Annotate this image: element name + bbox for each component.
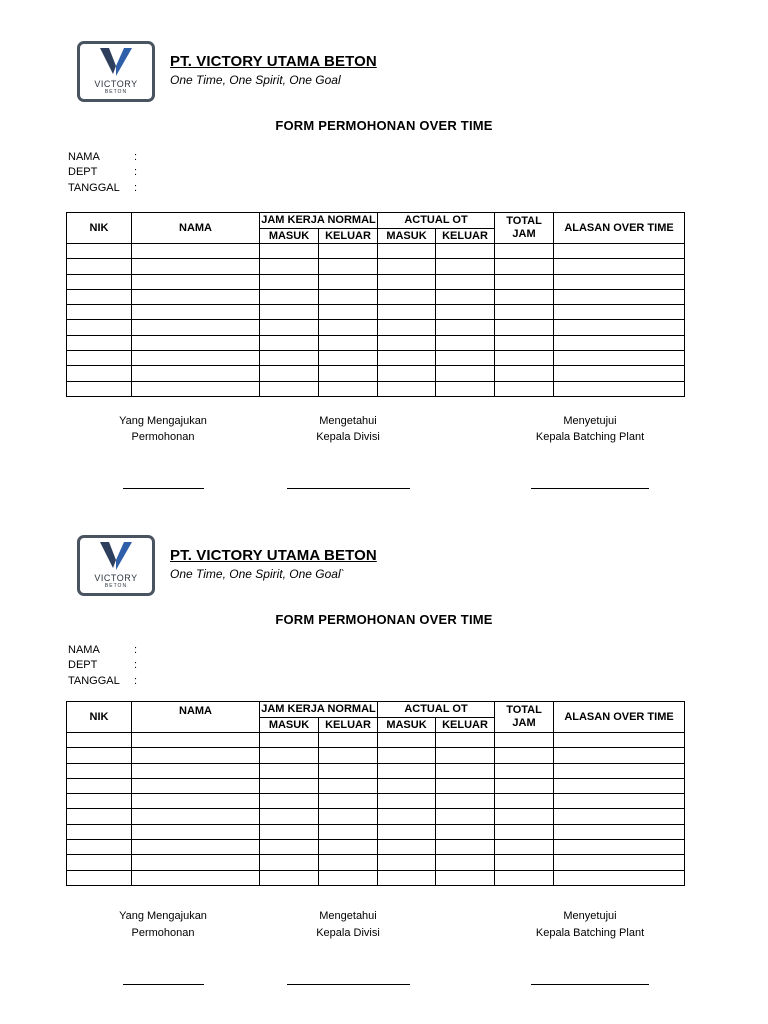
table-cell[interactable] — [132, 366, 260, 381]
table-cell[interactable] — [260, 289, 319, 304]
table-cell[interactable] — [436, 289, 495, 304]
table-cell[interactable] — [67, 305, 132, 320]
table-cell[interactable] — [436, 794, 495, 809]
col-header-nama: NAMA — [132, 702, 260, 733]
table-cell[interactable] — [495, 351, 554, 366]
table-cell[interactable] — [67, 274, 132, 289]
table-cell[interactable] — [554, 733, 685, 748]
field-colon: : — [134, 675, 138, 687]
table-cell[interactable] — [495, 289, 554, 304]
table-cell[interactable] — [67, 335, 132, 350]
table-cell[interactable] — [495, 305, 554, 320]
table-cell[interactable] — [554, 244, 685, 259]
table-cell[interactable] — [67, 244, 132, 259]
table-cell[interactable] — [132, 840, 260, 855]
table-cell[interactable] — [554, 748, 685, 763]
overtime-form-2 — [0, 494, 768, 994]
signature-role-approve: Kepala Batching Plant — [535, 431, 645, 443]
table-cell[interactable] — [554, 809, 685, 824]
table-cell[interactable] — [436, 320, 495, 335]
table-body — [67, 244, 685, 397]
field-colon: : — [134, 659, 138, 671]
table-cell[interactable] — [132, 259, 260, 274]
table-cell[interactable] — [319, 259, 378, 274]
signature-role-acknowledge: Kepala Divisi — [316, 927, 380, 939]
table-row — [67, 824, 685, 839]
table-cell[interactable] — [132, 809, 260, 824]
table-cell[interactable] — [260, 809, 319, 824]
col-header-masuk: MASUK — [378, 718, 436, 733]
table-cell[interactable] — [132, 748, 260, 763]
field-colon: : — [134, 151, 138, 163]
table-cell[interactable] — [67, 870, 132, 885]
table-cell[interactable] — [319, 381, 378, 396]
table-row — [67, 244, 685, 259]
table-cell[interactable] — [260, 381, 319, 396]
field-label-dept: DEPT — [68, 659, 98, 671]
table-cell[interactable] — [495, 870, 554, 885]
table-cell[interactable] — [378, 335, 436, 350]
table-cell[interactable] — [436, 748, 495, 763]
table-cell[interactable] — [319, 809, 378, 824]
table-cell[interactable] — [436, 274, 495, 289]
col-header-actual-ot: ACTUAL OT — [378, 702, 495, 718]
signature-label-applicant: Yang Mengajukan — [119, 910, 207, 922]
table-cell[interactable] — [554, 351, 685, 366]
table-row — [67, 320, 685, 335]
company-logo — [77, 535, 155, 596]
field-colon: : — [134, 644, 138, 656]
col-header-masuk: MASUK — [260, 718, 319, 733]
table-cell[interactable] — [554, 870, 685, 885]
table-cell[interactable] — [495, 748, 554, 763]
table-cell[interactable] — [554, 778, 685, 793]
signature-label-approve: Menyetujui — [563, 910, 617, 922]
table-cell[interactable] — [436, 733, 495, 748]
table-cell[interactable] — [260, 320, 319, 335]
logo-word-victory: VICTORY — [94, 573, 138, 583]
col-header-keluar: KELUAR — [319, 718, 378, 733]
table-cell[interactable] — [67, 381, 132, 396]
table-cell[interactable] — [260, 840, 319, 855]
table-cell[interactable] — [132, 289, 260, 304]
form-title: FORM PERMOHONAN OVER TIME — [275, 118, 493, 133]
table-cell[interactable] — [436, 763, 495, 778]
table-body — [67, 733, 685, 886]
table-cell[interactable] — [378, 778, 436, 793]
table-cell[interactable] — [378, 305, 436, 320]
col-header-masuk: MASUK — [378, 229, 436, 244]
field-label-dept: DEPT — [68, 166, 98, 178]
signature-line-approve[interactable] — [531, 984, 649, 985]
col-header-total-jam: TOTAL JAM — [495, 702, 554, 733]
table-cell[interactable] — [132, 824, 260, 839]
table-cell[interactable] — [260, 870, 319, 885]
table-cell[interactable] — [319, 320, 378, 335]
table-row — [67, 351, 685, 366]
table-cell[interactable] — [436, 351, 495, 366]
table-row — [67, 809, 685, 824]
table-cell[interactable] — [554, 794, 685, 809]
col-header-nama: NAMA — [132, 213, 260, 244]
table-cell[interactable] — [67, 794, 132, 809]
company-tagline: One Time, One Spirit, One Goal` — [170, 567, 345, 581]
signature-line-acknowledge[interactable] — [287, 984, 410, 985]
signature-label-acknowledge: Mengetahui — [319, 415, 377, 427]
signature-label-applicant: Yang Mengajukan — [119, 415, 207, 427]
signature-line-approve[interactable] — [531, 488, 649, 489]
company-tagline: One Time, One Spirit, One Goal — [170, 73, 341, 87]
table-cell[interactable] — [378, 794, 436, 809]
table-row — [67, 778, 685, 793]
table-cell[interactable] — [554, 305, 685, 320]
table-cell[interactable] — [319, 305, 378, 320]
table-cell[interactable] — [260, 351, 319, 366]
table-cell[interactable] — [554, 381, 685, 396]
table-cell[interactable] — [67, 259, 132, 274]
logo-word-victory: VICTORY — [94, 79, 138, 89]
col-header-nik: NIK — [67, 213, 132, 244]
table-cell[interactable] — [132, 244, 260, 259]
table-cell[interactable] — [554, 289, 685, 304]
table-cell[interactable] — [260, 274, 319, 289]
table-cell[interactable] — [67, 289, 132, 304]
field-colon: : — [134, 182, 138, 194]
signature-role-applicant: Permohonan — [131, 431, 195, 443]
table-cell[interactable] — [319, 351, 378, 366]
table-cell[interactable] — [495, 763, 554, 778]
table-cell[interactable] — [132, 274, 260, 289]
table-cell[interactable] — [67, 748, 132, 763]
table-cell[interactable] — [436, 870, 495, 885]
table-row — [67, 305, 685, 320]
table-cell[interactable] — [495, 809, 554, 824]
table-cell[interactable] — [132, 351, 260, 366]
signature-line-applicant[interactable] — [123, 984, 204, 985]
table-cell[interactable] — [319, 733, 378, 748]
table-cell[interactable] — [378, 366, 436, 381]
table-cell[interactable] — [319, 244, 378, 259]
table-cell[interactable] — [495, 335, 554, 350]
table-cell[interactable] — [495, 840, 554, 855]
table-cell[interactable] — [378, 824, 436, 839]
field-label-tanggal: TANGGAL — [68, 675, 120, 687]
table-cell[interactable] — [495, 274, 554, 289]
field-label-nama: NAMA — [68, 644, 100, 656]
table-cell[interactable] — [554, 824, 685, 839]
table-cell[interactable] — [495, 259, 554, 274]
table-cell[interactable] — [260, 824, 319, 839]
table-cell[interactable] — [495, 733, 554, 748]
table-cell[interactable] — [378, 244, 436, 259]
table-row — [67, 840, 685, 855]
signature-label-acknowledge: Mengetahui — [319, 910, 377, 922]
signature-line-acknowledge[interactable] — [287, 488, 410, 489]
table-row — [67, 259, 685, 274]
table-cell[interactable] — [260, 794, 319, 809]
table-cell[interactable] — [378, 259, 436, 274]
col-header-jam-kerja-normal: JAM KERJA NORMAL — [260, 213, 378, 229]
table-cell[interactable] — [554, 855, 685, 870]
col-header-keluar: KELUAR — [319, 229, 378, 244]
field-colon: : — [134, 166, 138, 178]
table-cell[interactable] — [319, 824, 378, 839]
table-cell[interactable] — [378, 381, 436, 396]
table-cell[interactable] — [67, 809, 132, 824]
table-row — [67, 274, 685, 289]
table-cell[interactable] — [554, 763, 685, 778]
logo-word-beton: BETON — [104, 89, 128, 95]
table-cell[interactable] — [319, 870, 378, 885]
table-cell[interactable] — [319, 855, 378, 870]
table-cell[interactable] — [378, 855, 436, 870]
table-cell[interactable] — [67, 840, 132, 855]
table-cell[interactable] — [378, 733, 436, 748]
table-cell[interactable] — [67, 763, 132, 778]
table-cell[interactable] — [319, 748, 378, 763]
col-header-masuk: MASUK — [260, 229, 319, 244]
table-cell[interactable] — [378, 320, 436, 335]
table-cell[interactable] — [260, 259, 319, 274]
table-cell[interactable] — [378, 274, 436, 289]
company-logo — [77, 41, 155, 102]
signature-role-acknowledge: Kepala Divisi — [316, 431, 380, 443]
table-row — [67, 855, 685, 870]
table-cell[interactable] — [495, 824, 554, 839]
table-cell[interactable] — [67, 855, 132, 870]
overtime-table — [66, 212, 685, 397]
form-title: FORM PERMOHONAN OVER TIME — [275, 612, 493, 627]
table-cell[interactable] — [378, 289, 436, 304]
company-name: PT. VICTORY UTAMA BETON — [170, 547, 377, 564]
table-cell[interactable] — [132, 870, 260, 885]
table-cell[interactable] — [67, 351, 132, 366]
table-cell[interactable] — [436, 381, 495, 396]
table-cell[interactable] — [378, 748, 436, 763]
table-row — [67, 763, 685, 778]
table-cell[interactable] — [260, 733, 319, 748]
table-cell[interactable] — [319, 289, 378, 304]
table-cell[interactable] — [132, 305, 260, 320]
signature-role-approve: Kepala Batching Plant — [535, 927, 645, 939]
table-cell[interactable] — [554, 274, 685, 289]
col-header-actual-ot: ACTUAL OT — [378, 213, 495, 229]
table-row — [67, 733, 685, 748]
table-row — [67, 870, 685, 885]
table-cell[interactable] — [132, 381, 260, 396]
table-cell[interactable] — [436, 809, 495, 824]
table-cell[interactable] — [132, 733, 260, 748]
company-name: PT. VICTORY UTAMA BETON — [170, 53, 377, 70]
table-row — [67, 794, 685, 809]
table-cell[interactable] — [260, 855, 319, 870]
table-cell[interactable] — [67, 778, 132, 793]
table-cell[interactable] — [436, 366, 495, 381]
table-cell[interactable] — [436, 840, 495, 855]
table-cell[interactable] — [132, 855, 260, 870]
table-cell[interactable] — [260, 244, 319, 259]
table-row — [67, 289, 685, 304]
table-cell[interactable] — [495, 366, 554, 381]
table-cell[interactable] — [319, 274, 378, 289]
table-cell[interactable] — [436, 259, 495, 274]
table-cell[interactable] — [319, 840, 378, 855]
table-row — [67, 381, 685, 396]
col-header-jam-kerja-normal: JAM KERJA NORMAL — [260, 702, 378, 718]
table-cell[interactable] — [378, 763, 436, 778]
col-header-total-jam: TOTAL JAM — [495, 213, 554, 244]
table-cell[interactable] — [260, 366, 319, 381]
col-header-keluar: KELUAR — [436, 718, 495, 733]
table-cell[interactable] — [67, 320, 132, 335]
table-cell[interactable] — [378, 351, 436, 366]
table-cell[interactable] — [378, 840, 436, 855]
table-cell[interactable] — [132, 794, 260, 809]
overtime-form-1 — [0, 0, 768, 500]
table-cell[interactable] — [260, 335, 319, 350]
table-cell[interactable] — [132, 763, 260, 778]
table-row — [67, 335, 685, 350]
table-cell[interactable] — [319, 778, 378, 793]
table-cell[interactable] — [319, 763, 378, 778]
table-cell[interactable] — [67, 366, 132, 381]
table-cell[interactable] — [132, 320, 260, 335]
table-cell[interactable] — [495, 855, 554, 870]
table-cell[interactable] — [67, 824, 132, 839]
table-cell[interactable] — [260, 305, 319, 320]
table-cell[interactable] — [495, 320, 554, 335]
table-cell[interactable] — [319, 335, 378, 350]
table-cell[interactable] — [378, 809, 436, 824]
table-cell[interactable] — [319, 794, 378, 809]
field-label-tanggal: TANGGAL — [68, 182, 120, 194]
overtime-table — [66, 701, 685, 886]
col-header-keluar: KELUAR — [436, 229, 495, 244]
col-header-alasan: ALASAN OVER TIME — [554, 213, 685, 244]
table-cell[interactable] — [554, 259, 685, 274]
table-cell[interactable] — [436, 778, 495, 793]
table-cell[interactable] — [495, 794, 554, 809]
table-cell[interactable] — [495, 381, 554, 396]
logo-word-beton: BETON — [104, 583, 128, 589]
table-cell[interactable] — [132, 335, 260, 350]
table-cell[interactable] — [260, 763, 319, 778]
table-cell[interactable] — [554, 366, 685, 381]
table-cell[interactable] — [554, 840, 685, 855]
signature-role-applicant: Permohonan — [131, 927, 195, 939]
table-cell[interactable] — [436, 824, 495, 839]
table-cell[interactable] — [260, 748, 319, 763]
table-cell[interactable] — [436, 855, 495, 870]
table-cell[interactable] — [378, 870, 436, 885]
table-cell[interactable] — [436, 244, 495, 259]
table-cell[interactable] — [132, 778, 260, 793]
field-label-nama: NAMA — [68, 151, 100, 163]
table-cell[interactable] — [495, 778, 554, 793]
signature-label-approve: Menyetujui — [563, 415, 617, 427]
table-cell[interactable] — [67, 733, 132, 748]
table-row — [67, 748, 685, 763]
table-cell[interactable] — [554, 320, 685, 335]
col-header-nik: NIK — [67, 702, 132, 733]
col-header-alasan: ALASAN OVER TIME — [554, 702, 685, 733]
table-cell[interactable] — [436, 305, 495, 320]
table-cell[interactable] — [319, 366, 378, 381]
signature-line-applicant[interactable] — [123, 488, 204, 489]
table-cell[interactable] — [495, 244, 554, 259]
table-cell[interactable] — [260, 778, 319, 793]
table-cell[interactable] — [554, 335, 685, 350]
table-row — [67, 366, 685, 381]
table-cell[interactable] — [436, 335, 495, 350]
